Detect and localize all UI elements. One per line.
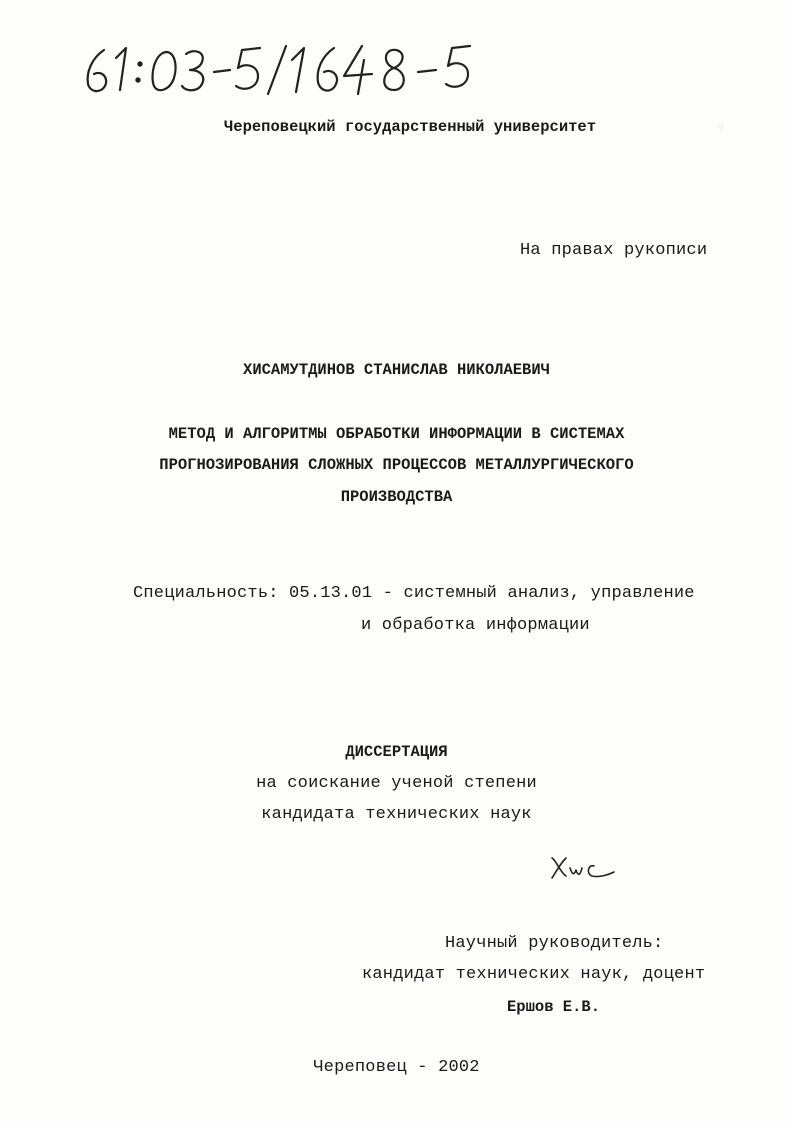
scan-speck: ◌ bbox=[718, 122, 724, 132]
degree-line-2: кандидата технических наук bbox=[261, 805, 532, 824]
advisor-label: Научный руководитель: bbox=[445, 934, 664, 953]
title-line-1: МЕТОД И АЛГОРИТМЫ ОБРАБОТКИ ИНФОРМАЦИИ В СИСТЕМАХ bbox=[168, 425, 625, 443]
archive-code-handwritten bbox=[82, 40, 522, 100]
advisor-degree: кандидат технических наук, доцент bbox=[362, 965, 706, 984]
manuscript-rights-note: На правах рукописи bbox=[520, 241, 708, 260]
university-name: Череповецкий государственный университет bbox=[223, 118, 597, 136]
degree-line-1: на соискание ученой степени bbox=[256, 774, 537, 793]
title-line-2: ПРОГНОЗИРОВАНИЯ СЛОЖНЫХ ПРОЦЕССОВ МЕТАЛЛУРГИЧЕСКОГО bbox=[159, 456, 634, 474]
author-name: ХИСАМУТДИНОВ СТАНИСЛАВ НИКОЛАЕВИЧ bbox=[243, 361, 550, 379]
specialty-line-2: и обработка информации bbox=[361, 616, 590, 635]
author-signature bbox=[548, 850, 618, 884]
advisor-name: Ершов Е.В. bbox=[507, 998, 601, 1016]
document-type: ДИССЕРТАЦИЯ bbox=[345, 743, 448, 761]
city-year: Череповец - 2002 bbox=[313, 1058, 480, 1077]
specialty-line-1: Специальность: 05.13.01 - системный анализ, управление bbox=[133, 584, 695, 603]
title-line-3: ПРОИЗВОДСТВА bbox=[340, 488, 453, 506]
